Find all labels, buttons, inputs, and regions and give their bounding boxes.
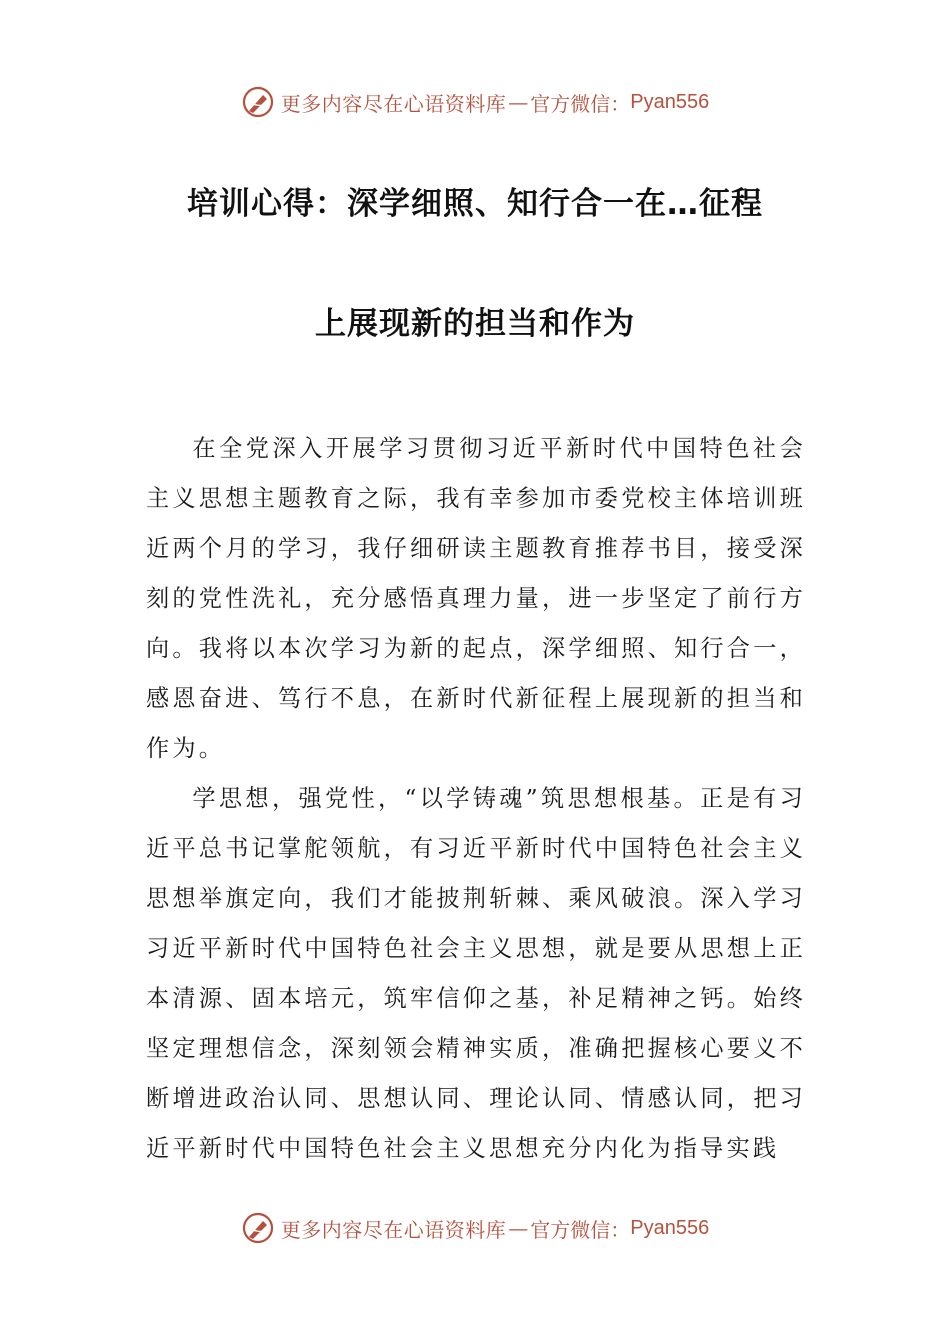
pen-nib-logo-icon — [241, 1211, 275, 1245]
document-title-line-2: 上展现新的担当和作为 — [315, 306, 635, 342]
banner-wechat-id: Pyan556 — [630, 1216, 710, 1239]
document-body — [146, 424, 806, 1174]
banner-wechat-label: 官方微信： — [530, 91, 631, 116]
footer-watermark-banner — [0, 1208, 950, 1248]
banner-text: 更多内容尽在心语资料库 — [280, 1217, 507, 1242]
header-watermark-banner — [0, 82, 950, 122]
banner-dash: — — [508, 1216, 529, 1240]
banner-wechat-id: Pyan556 — [630, 90, 710, 113]
paragraph: 在全党深入开展学习贯彻习近平新时代中国特色社会主义思想主题教育之际，我有幸参加市委党校主体培训班近两个月的学习，我仔细研读主题教育推荐书目，接受深刻的党性洗礼，充分感悟真理力量，进一步坚定了前行方向。我将以本次学习为新的起点，深学细照、知行合一，感恩奋进、笃行不息，在新时代新征程上展现新的担当和作为。 — [146, 435, 806, 762]
document-title-line-1: 培训心得：深学细照、知行合一在…征程 — [187, 186, 763, 222]
pen-nib-logo-icon — [241, 85, 275, 119]
banner-dash: — — [508, 90, 529, 114]
paragraph: 学思想，强党性，“以学铸魂”筑思想根基。正是有习近平总书记掌舵领航，有习近平新时代中国特色社会主义思想举旗定向，我们才能披荆斩棘、乘风破浪。深入学习习近平新时代中国特色社会主义思想，就是要从思想上正本清源、固本培元，筑牢信仰之基，补足精神之钙。始终坚定理想信念，深刻领会精神实质，准确把握核心要义不断增进政治认同、思想认同、理论认同、情感认同，把习近平新时代中国特色社会主义思想充分内化为指导实践 — [146, 785, 806, 1162]
banner-wechat-label: 官方微信： — [530, 1217, 631, 1242]
banner-text: 更多内容尽在心语资料库 — [280, 91, 507, 116]
